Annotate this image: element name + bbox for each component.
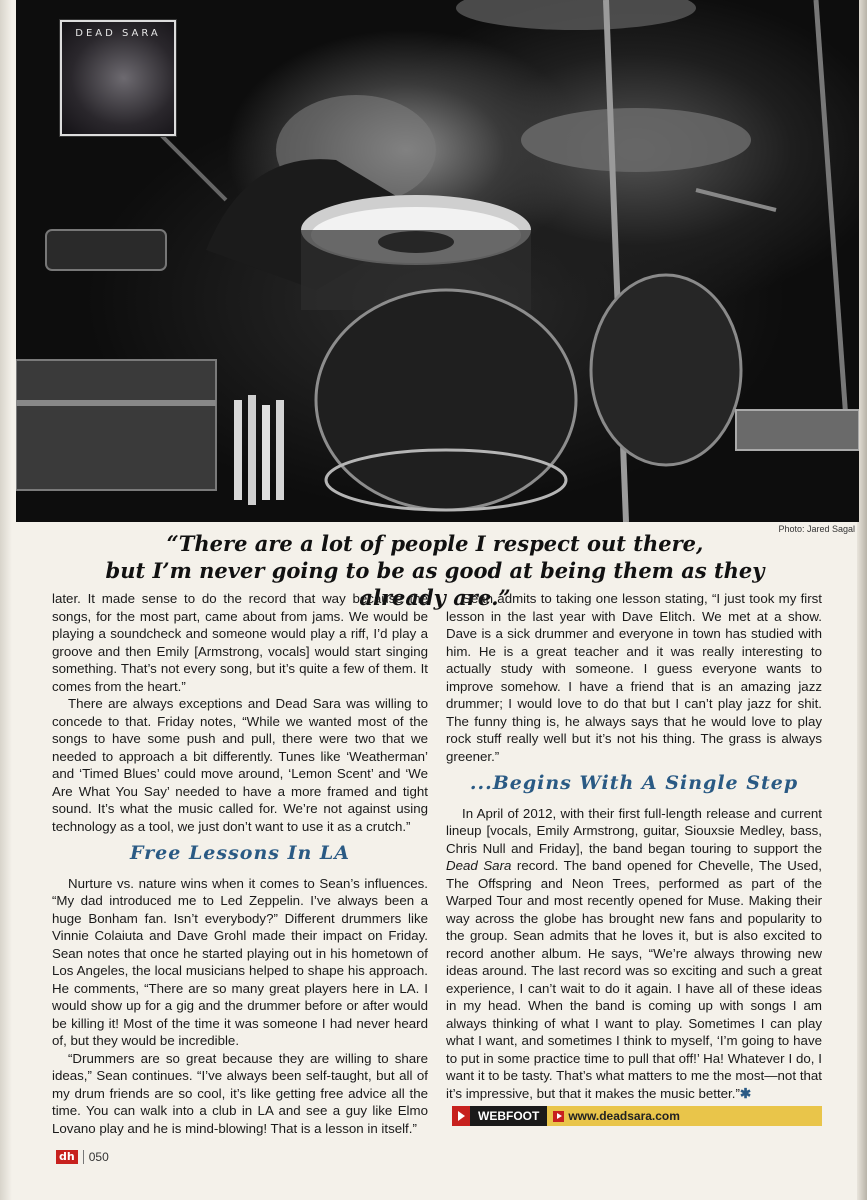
paragraph bbox=[446, 805, 822, 1103]
webfoot-bar bbox=[452, 1106, 822, 1126]
website-link[interactable]: www.deadsara.com bbox=[568, 1109, 680, 1123]
paragraph: “Drummers are so great because they are willing to share ideas,” Sean continues. “I’ve always been self-taught, but all of my drum friends are so cool, it’s like getting free advice all the time. You can walk into a club in LA and see a guy like Elmo Lovano play and he is mind-blowing! That is a lesson in itself.” bbox=[52, 1050, 428, 1136]
section-heading: Free Lessons In LA bbox=[129, 842, 350, 864]
end-mark-icon: ✱ bbox=[739, 1085, 752, 1101]
paragraph: Nurture vs. nature wins when it comes to Sean’s influences. “My dad introduced me to Led Zeppelin. I’ve always been a huge Bonham fan. Isn’t everybody?” Different drummers like Vinnie Colaiuta and Dave Grohl made their impact on Friday. Sean notes that once he started playing out in his hometown of Los Angeles, the local musicians helped to shape his approach. He comments, “There are so many great players here in LA. I would show up for a gig and the drummer before or after would be killing it! Most of the time it was someone I had never heard of, but they would be incredible. bbox=[52, 875, 428, 1048]
play-arrow-icon bbox=[452, 1106, 470, 1126]
link-arrow-icon bbox=[553, 1111, 564, 1122]
paragraph-text: record. The band opened for Chevelle, The Used, The Offspring and Neon Trees, performed as part of the Warped Tour and most recently opened for Muse. Making their way across the globe has brought new fans and popularity to the group. Sean admits that he loves it, but is also excited to record another album. He says, “We’re always throwing new ideas around. The last record was so exciting and such a great experience, I can’t wait to do it again. I have all of these ideas in my head. When the band is coming up with songs I am always thinking of what I want to play. Sometimes I can play what I want, and sometimes I think to myself, ‘I’m going to have to put in some practice time to pull that off!’ Ha! Whatever I do, I want it to be tasty. That’s what matters to me the most—not that it’s impressive, but that it makes the music better.” bbox=[446, 858, 822, 1101]
paragraph-text: In April of 2012, with their first full-length release and current lineup [vocals, Emily Armstrong, guitar, Siouxsie Medley, bass, Chris Null and Friday], the band began touring to support the bbox=[446, 805, 822, 856]
magazine-logo: dh bbox=[56, 1150, 78, 1164]
page-number-block bbox=[56, 1150, 109, 1164]
pull-quote-line-2: but I’m never going to be as good at being them as they already are.” bbox=[105, 558, 765, 610]
record-title: Dead Sara bbox=[446, 858, 512, 873]
section-heading: ...Begins With A Single Step bbox=[469, 772, 799, 794]
right-column bbox=[446, 590, 822, 1102]
left-column bbox=[52, 590, 428, 1137]
concert-photo bbox=[16, 0, 859, 522]
page-binding-edge bbox=[0, 0, 12, 1200]
album-title: DEAD SARA bbox=[75, 28, 161, 39]
page-number: 050 bbox=[88, 1150, 109, 1164]
paragraph: Sean admits to taking one lesson stating, “I just took my first lesson in the last year with Dave Elitch. We met at a show. Dave is a sick drummer and everyone in town has studied with him. He is a great teacher and it was really interesting to actually study with someone. I guess everyone wants to improve somehow. I have a friend that is an amazing jazz drummer; I would love to do that but I can’t play jazz for shit. The funny thing is, he always says that he would love to play rock stuff really well but it’s not his thing. The grass is always greener.” bbox=[446, 591, 822, 764]
photo-credit: Photo: Jared Sagal bbox=[778, 524, 855, 534]
pull-quote-line-1: “There are a lot of people I respect out there, bbox=[166, 531, 704, 556]
paragraph: later. It made sense to do the record that way because the songs, for the most part, came about from jams. We would be playing a soundcheck and someone would play a riff, I’d play a groove and then Emily [Armstrong, vocals] would start singing something. That’s not every song, but it’s quite a few of them. It comes from the heart.” bbox=[52, 591, 428, 694]
webfoot-label: WEBFOOT bbox=[470, 1106, 547, 1126]
album-cover-inset bbox=[60, 20, 176, 136]
divider bbox=[83, 1150, 84, 1164]
paragraph: There are always exceptions and Dead Sara was willing to concede to that. Friday notes, “While we wanted most of the songs to have some push and pull, there were two that we needed to approach a bit differently. Tunes like ‘Weatherman’ and ‘Timed Blues’ could move around, ‘Lemon Scent’ and ‘We Are What You Say’ needed to have a more framed and tight sound. It’s what the music called for. We’re not against using technology as a tool, we just don’t want to use it as a crutch.” bbox=[52, 696, 428, 834]
